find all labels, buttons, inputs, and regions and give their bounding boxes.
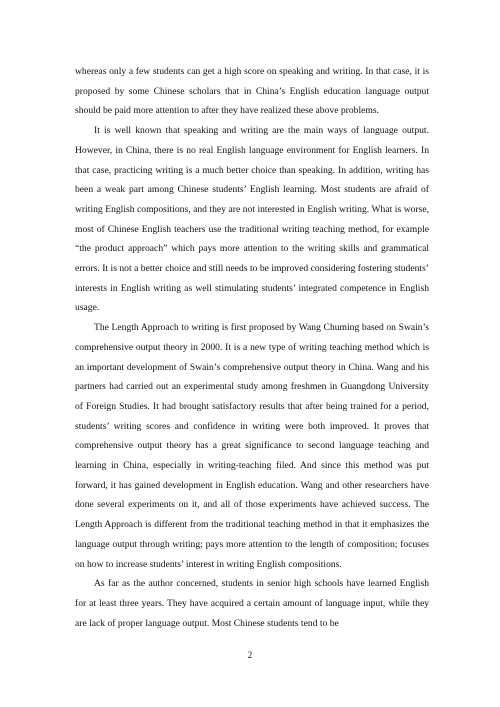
- paragraph-4: As far as the author concerned, students in senior high schools have learned English for at least three years. They have acquired a certain amount of language input, while they are lack of proper language output. Most Chinese students tend to be: [75, 578, 429, 629]
- paragraph-3: The Length Approach to writing is first proposed by Wang Chuming based on Swain’s comprehensive output theory in 2000. It is a new type of writing teaching method which is an important development of Swain’s comprehensive output theory in China. Wang and his partners had carried out an experimental study among freshmen in Guangdong University of Foreign Studies. It had brought satisfactory results that after being trained for a period, students’ writing scores and confidence in writing were both improved. It proves that comprehensive output theory has a great significance to second language teaching and learning in China, especially in writing-teaching filed. And since this method was put forward, it has gained development in English education. Wang and other researchers have done several experiments on it, and all of those experiments have achieved success. The Length Approach is different from the traditional teaching method in that it emphasizes the language output through writing; pays more attention to the length of composition; focuses on how to increase students’ interest in writing English compositions.: [75, 322, 429, 570]
- body-text: [75, 62, 429, 633]
- page-number: 2: [247, 650, 253, 660]
- paragraph-2: It is well known that speaking and writing are the main ways of language output. However, in China, there is no real English language environment for English learners. In that case, practicing writing is a much better choice than speaking. In addition, writing has been a weak part among Chinese students’ English learning. Most students are afraid of writing English compositions, and they are not interested in English writing. What is worse, most of Chinese English teachers use the traditional writing teaching method, for example “the product approach” which pays more attention to the writing skills and grammatical errors. It is not a better choice and still needs to be improved considering fostering students’ interests in English writing as well stimulating students’ integrated competence in English usage.: [75, 125, 429, 314]
- paragraph-1: whereas only a few students can get a high score on speaking and writing. In that case, it is proposed by some Chinese scholars that in China’s English education language output should be paid more attention to after they have realized these above problems.: [75, 66, 429, 117]
